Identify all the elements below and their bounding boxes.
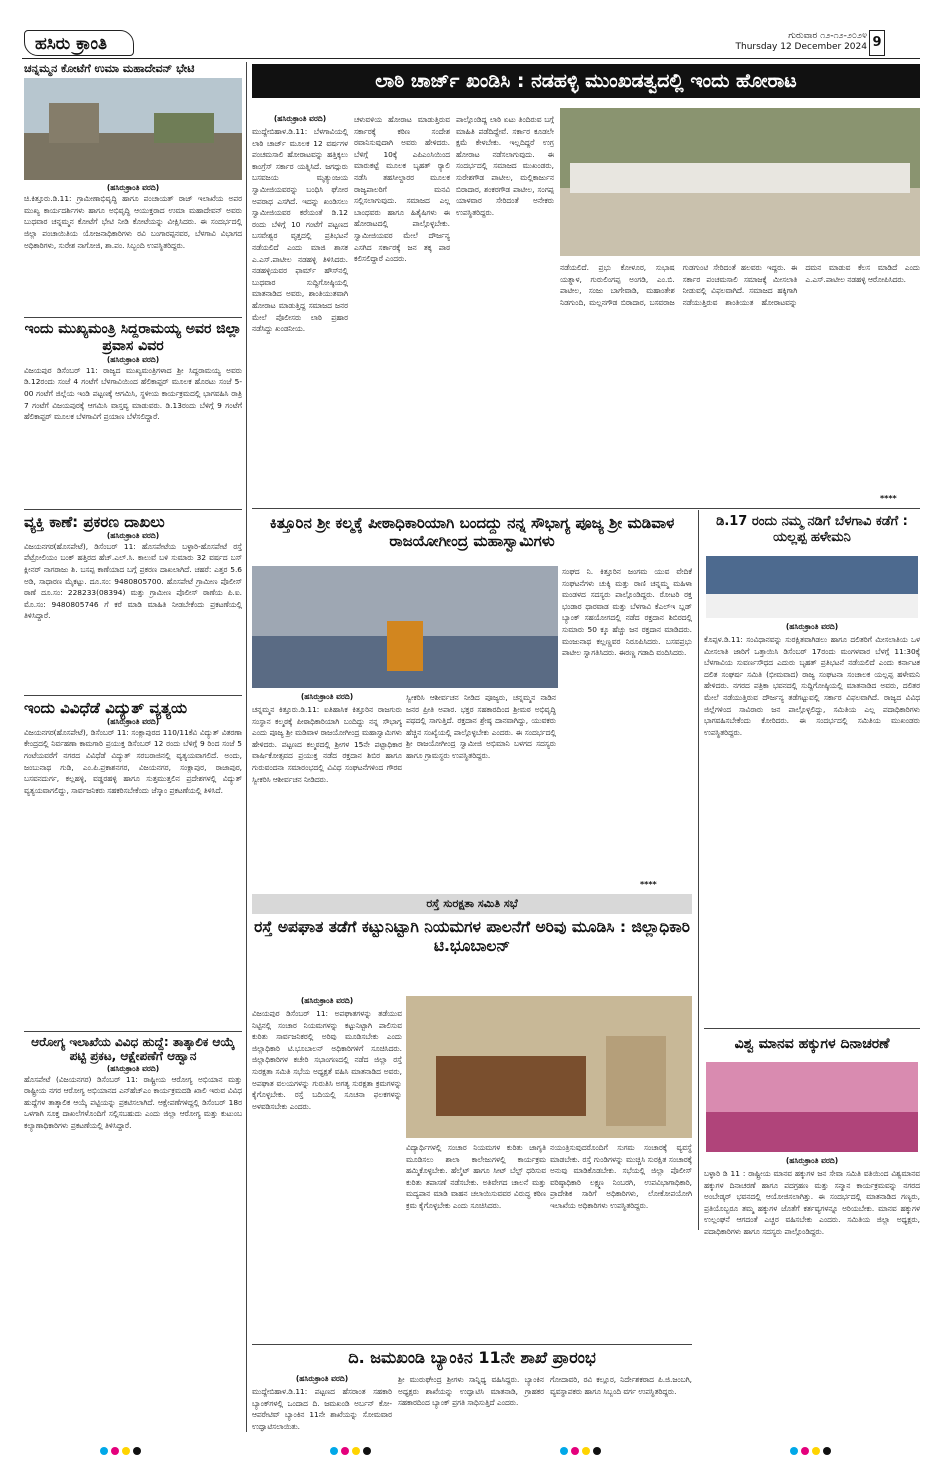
byline: (ಹಸಿರುಕ್ರಾಂತಿ ವರದಿ) bbox=[106, 716, 160, 726]
article-body: ಶ್ರೀ ಮುರುಘೇಂದ್ರ ಶ್ರೀಗಳು ಸಾನ್ನಿಧ್ಯ ವಹಿಸಿದ್ದರು. ಬ್ಯಾಂಕಿನ ಅಧ್ಯಕ್ಷರು ಶಾಖೆಯನ್ನು ಉದ್ಘಾಟಿಸಿ ಮಾತನಾಡಿ, ಗ್ರಾಹಕರ ಸಹಕಾರದಿಂದ ಬ್ಯಾಂಕ್ ಪ್ರಗತಿ ಸಾಧಿಸುತ್ತಿದೆ ಎಂದರು. bbox=[398, 1375, 544, 1408]
byline: (ಹಸಿರುಕ್ರಾಂತಿ ವರದಿ) bbox=[106, 354, 160, 364]
article-body: ವಿಜಯನಗರ(ಹೊಸಪೇಟೆ), ಡಿಸೆಂಬರ್ 11: ಹೊಸಪೇಟೆಯ ಬಳ್ಳಾರಿ-ಹೊಸಪೇಟೆ ರಸ್ತೆ ಪೆಟ್ರೋಲಿಯಂ ಬಂಕ್ ಹತ್ತಿರದ ಹೆಚ್.ಎಲ್.ಸಿ. ಕಾಲುವೆ ಬಳಿ ಸುಮಾರು 32 ವರ್ಷದ ಬಸ್ ಕ್ಲೀನರ್ ನಾಗರಾಜು ಶಿ. ಬಸಪ್ಪ ಕಾಣೆಯಾದ ಬಗ್ಗೆ ಪ್ರಕರಣ ದಾಖಲಾಗಿದೆ. ಚಹರೆ: ಎತ್ತರ 5.6 ಅಡಿ, ಸಾಧಾರಣ ಮೈಕಟ್ಟು. ದೂ.ಸಂ: 9480805700. ಹೊಸಪೇಟೆ ಗ್ರಾಮೀಣ ಪೊಲೀಸ್ ಠಾಣೆ ದೂ.ಸಂ: 228233(08394) ಮತ್ತು ಗ್ರಾಮೀಣ ಪೊಲೀಸ್ ಠಾಣೆಯ ಪಿ.ಐ. ಮೊ.ಸಂ: 9480805746 ಗೆ ಕರೆ ಮಾಡಿ ಮಾಹಿತಿ ನೀಡಬೇಕೆಂದು ಪ್ರಕಟಣೆಯಲ್ಲಿ ತಿಳಿಸಿದ್ದಾರೆ. bbox=[24, 541, 242, 621]
photo-road-safety-meeting bbox=[406, 996, 692, 1138]
column-rule bbox=[698, 510, 699, 1230]
kicker-band: ರಸ್ತೆ ಸುರಕ್ಷತಾ ಸಮಿತಿ ಸಭೆ bbox=[252, 894, 692, 914]
photo-placeholder-icon bbox=[706, 556, 918, 618]
photo-placeholder-icon bbox=[406, 996, 692, 1138]
article-title: ಇಂದು ವಿವಿಧೆಡೆ ವಿದ್ಯುತ್ ವ್ಯತ್ಯಯ bbox=[24, 698, 188, 717]
photo-fort-visit bbox=[24, 78, 242, 180]
article-title: ಚನ್ನಮ್ಮನ ಕೋಟೆಗೆ ಉಮಾ ಮಹಾದೇವನ್ ಭೇಟಿ bbox=[24, 62, 195, 75]
registration-marks bbox=[100, 1440, 144, 1459]
article-title: ರಸ್ತೆ ಅಪಘಾತ ತಡೆಗೆ ಕಟ್ಟುನಿಟ್ಟಾಗಿ ನಿಯಮಗಳ ಪಾಲನೆಗೆ ಅರಿವು ಮೂಡಿಸಿ : ಜಿಲ್ಲಾಧಿಕಾರಿ ಟಿ.ಭೂಬಾಲನ್ bbox=[254, 918, 690, 955]
article-body: ಚಿ.ಕಿತ್ತೂರು.ಡಿ.11: ಗ್ರಾಮೀಣಾಭಿವೃದ್ಧಿ ಹಾಗೂ ಪಂಚಾಯತ್ ರಾಜ್ ಇಲಾಖೆಯ ಅಪರ ಮುಖ್ಯ ಕಾರ್ಯದರ್ಶಿಗಳು ಹಾಗೂ ಅಭಿವೃದ್ಧಿ ಆಯುಕ್ತರಾದ ಉಮಾ ಮಹಾದೇವನ್ ಅವರು ಬುಧವಾರ ಚನ್ನಮ್ಮನ ಕೋಟೆಗೆ ಭೇಟಿ ನೀಡಿ ಕೋಟೆಯನ್ನು ವೀಕ್ಷಿಸಿದರು. ಈ ಸಂದರ್ಭದಲ್ಲಿ ಜಿಲ್ಲಾ ಪಂಚಾಯಿತಿಯ ಯೋಜನಾಧಿಕಾರಿಗಳು ರವಿ ಬಂಗಾರಪ್ಪನವರ, ಬೆಳಗಾವಿ ವಿಭಾಗದ ಅಧಿಕಾರಿಗಳು, ಸುರೇಶ ನಾಗೋಜಿ, ಶಾ.ಪಂ. ಸಿಬ್ಬಂದಿ ಉಪಸ್ಥಿತರಿದ್ದರು. bbox=[24, 194, 242, 250]
article-body: ಹೊಸಪೇಟೆ (ವಿಜಯನಗರ) ಡಿಸೆಂಬರ್ 11: ರಾಷ್ಟ್ರೀಯ ಆರೋಗ್ಯ ಅಭಿಯಾನ ಮತ್ತು ರಾಷ್ಟ್ರೀಯ ನಗರ ಆರೋಗ್ಯ ಅಭಿಯಾನದ ಎನ್‍ಹೆಚ್‍ಎಂ ಕಾರ್ಯಕ್ರಮದಡಿ ಖಾಲಿ ಇರುವ ವಿವಿಧ ಹುದ್ದೆಗಳ ತಾತ್ಕಾಲಿಕ ಆಯ್ಕೆ ಪಟ್ಟಿಯನ್ನು ಪ್ರಕಟಿಸಲಾಗಿದೆ. ಆಕ್ಷೇಪಣೆಗಳಿದ್ದಲ್ಲಿ ಡಿಸೆಂಬರ್ 18ರ ಒಳಗಾಗಿ ಸೂಕ್ತ ದಾಖಲೆಗಳೊಂದಿಗೆ ಸಲ್ಲಿಸಬಹುದು ಎಂದು ಜಿಲ್ಲಾ ಆರೋಗ್ಯ ಮತ್ತು ಕುಟುಂಬ ಕಲ್ಯಾಣಾಧಿಕಾರಿಗಳು ಪ್ರಕಟಣೆಯಲ್ಲಿ ತಿಳಿಸಿದ್ದಾರೆ. bbox=[24, 1074, 242, 1130]
photo-press-meet bbox=[560, 108, 920, 256]
column-rule bbox=[246, 62, 247, 1432]
article-title: ದಿ. ಜಮಖಂಡಿ ಬ್ಯಾಂಕಿನ 11ನೇ ಶಾಖೆ ಪ್ರಾರಂಭ bbox=[348, 1348, 596, 1367]
registration-marks bbox=[560, 1440, 604, 1459]
article-body: ವಿದ್ಯಾರ್ಥಿಗಳಲ್ಲಿ ಸಂಚಾರ ನಿಯಮಗಳ ಕುರಿತು ಜಾಗೃತಿ ಮೂಡಿಸಲು ಶಾಲಾ ಕಾಲೇಜುಗಳಲ್ಲಿ ಕಾರ್ಯಕ್ರಮ ಹಮ್ಮಿಕೊಳ್ಳಬೇಕು. ಹೆಲ್ಮೆಟ್ ಹಾಗೂ ಸೀಟ್ ಬೆಲ್ಟ್ ಧರಿಸುವ ಕುರಿತು ತಪಾಸಣೆ ನಡೆಸಬೇಕು. ಅತಿವೇಗದ ಚಾಲನೆ ಮತ್ತು ಮದ್ಯಪಾನ ಮಾಡಿ ವಾಹನ ಚಲಾಯಿಸುವವರ ವಿರುದ್ಧ ಕಠಿಣ ಕ್ರಮ ಕೈಗೊಳ್ಳಬೇಕು ಎಂದು ಸೂಚಿಸಿದರು. bbox=[406, 1143, 546, 1210]
photo-placeholder-icon bbox=[252, 566, 558, 688]
article-body: ಸ್ವೀಕರಿಸಿ ಆಶೀರ್ವಚನ ನೀಡಿದ ಪೂಜ್ಯರು, ಚನ್ನಮ್ಮನ ನಾಡಿನ ಜನರ ಪ್ರೀತಿ ಅಪಾರ. ಭಕ್ತರ ಸಹಕಾರದಿಂದ ಶ್ರೀಮಠ ಅಭಿವೃದ್ಧಿ ಪಥದಲ್ಲಿ ಸಾಗುತ್ತಿದೆ. ರಕ್ತದಾನ ಶ್ರೇಷ್ಠ ದಾನವಾಗಿದ್ದು, ಯುವಕರು ಹೆಚ್ಚಿನ ಸಂಖ್ಯೆಯಲ್ಲಿ ಪಾಲ್ಗೊಳ್ಳಬೇಕು ಎಂದರು. ಈ ಸಂದರ್ಭದಲ್ಲಿ ಶ್ರೀ ರಾಜಯೋಗೀಂದ್ರ ಸ್ವಾಮೀಜಿ ಅಭಿಮಾನಿ ಬಳಗದ ಸದಸ್ಯರು ಹಾಗೂ ಗ್ರಾಮಸ್ಥರು ಉಪಸ್ಥಿತರಿದ್ದರು. bbox=[406, 693, 556, 760]
byline: (ಹಸಿರುಕ್ರಾಂತಿ ವರದಿ) bbox=[785, 1156, 839, 1165]
article-body: ಬಳ್ಳಾರಿ ಡಿ 11 : ರಾಷ್ಟ್ರೀಯ ಮಾನವ ಹಕ್ಕುಗಳ ಜನ ಸೇವಾ ಸಮಿತಿ ವತಿಯಿಂದ ವಿಶ್ವಮಾನವ ಹಕ್ಕುಗಳ ದಿನಾಚರಣೆ ಹಾಗೂ ಪದಗ್ರಹಣ ಮತ್ತು ಸನ್ಮಾನ ಕಾರ್ಯಕ್ರಮವನ್ನು ನಗರದ ಅಂಬೇಡ್ಕರ್ ಭವನದಲ್ಲಿ ಆಯೋಜಿಸಲಾಗಿತ್ತು. ಈ ಸಂದರ್ಭದಲ್ಲಿ ಮಾತನಾಡಿದ ಗಣ್ಯರು, ಪ್ರತಿಯೊಬ್ಬರೂ ತಮ್ಮ ಹಕ್ಕುಗಳ ಜೊತೆಗೆ ಕರ್ತವ್ಯಗಳನ್ನೂ ಅರಿಯಬೇಕು. ಮಾನವ ಹಕ್ಕುಗಳ ಉಲ್ಲಂಘನೆ ಆಗದಂತೆ ಎಚ್ಚರ ವಹಿಸಬೇಕು ಎಂದರು. ಸಮಿತಿಯ ಜಿಲ್ಲಾ ಅಧ್ಯಕ್ಷರು, ಪದಾಧಿಕಾರಿಗಳು ಹಾಗೂ ಸದಸ್ಯರು ಪಾಲ್ಗೊಂಡಿದ್ದರು. bbox=[704, 1169, 920, 1236]
article-body: ಚಳುವಳಿಯ ಹೋರಾಟ ಮಾಡುತ್ತಿರುವ ಸರ್ಕಾರಕ್ಕೆ ಕಠಿಣ ಸಂದೇಶ ರವಾನಿಸುವುದಾಗಿ ಅವರು ಹೇಳಿದರು. ಬೆಳಿಗ್ಗೆ 10ಕ್ಕೆ ಎಪಿಎಂಸಿಯಿಂದ ಮಾರುಕಟ್ಟೆ ಮೂಲಕ ಬೃಹತ್ ರ‍್ಯಾಲಿ ನಡೆಸಿ ತಹಸೀಲ್ದಾರರ ಮೂಲಕ ರಾಜ್ಯಪಾಲರಿಗೆ ಮನವಿ ಸಲ್ಲಿಸಲಾಗುವುದು. ಸಮಾಜದ ಎಲ್ಲ ಬಾಂಧವರು ಹಾಗೂ ಹಿತೈಷಿಗಳು ಈ ಹೋರಾಟದಲ್ಲಿ ಪಾಲ್ಗೊಳ್ಳಬೇಕು. ಸ್ವಾಮೀಜಿಯವರ ಮೇಲೆ ದೌರ್ಜನ್ಯ ಎಸಗಿದ ಸರ್ಕಾರಕ್ಕೆ ಜನ ತಕ್ಕ ಪಾಠ ಕಲಿಸಲಿದ್ದಾರೆ ಎಂದರು. bbox=[354, 115, 450, 264]
article-body: ಗೋದಾವರಿ, ರವಿ ಕಲ್ಲೂರ, ನಿರ್ದೇಶಕರಾದ ಪಿ.ಜಿ.ಜಂಬಗಿ, ವ್ಯವಸ್ಥಾಪಕರು ಹಾಗೂ ಸಿಬ್ಬಂದಿ ವರ್ಗ ಉಪಸ್ಥಿತರಿದ್ದರು. bbox=[550, 1375, 692, 1396]
byline: (ಹಸಿರುಕ್ರಾಂತಿ ವರದಿ) bbox=[106, 530, 160, 540]
article-body: ನಡೆಯಲಿದೆ. ಪ್ರಭು ಕೋಳೂರ, ಸುಭಾಷ ಯತ್ನಾಳ, ಗುರುಲಿಂಗಪ್ಪ ಅಂಗಡಿ, ಎಂ.ಬಿ. ಪಾಟೀಲ, ಸಂಜು ಬಾಗೇವಾಡಿ, ಮಹಾಂತೇಶ ನಿಡಗುಂದಿ, ಮಲ್ಲನಗೌಡ ಬಿರಾದಾರ, ಬಸವರಾಜ ಗುಡಗುಂಟಿ ಸೇರಿದಂತೆ ಹಲವರು ಇದ್ದರು. ಈ ಸರ್ಕಾರ ಪಂಚಮಸಾಲಿ ಸಮಾಜಕ್ಕೆ ಮೀಸಲಾತಿ ನೀಡುವಲ್ಲಿ ವಿಫಲವಾಗಿದೆ. ಸಮಾಜದ ಹಕ್ಕಿಗಾಗಿ ನಡೆಯುತ್ತಿರುವ ಶಾಂತಿಯುತ ಹೋರಾಟವನ್ನು ದಮನ ಮಾಡುವ ಕೆಲಸ ಮಾಡಿದೆ ಎಂದು ಎ.ಎಸ್.ಪಾಟೀಲ ನಡಹಳ್ಳಿ ಆರೋಪಿಸಿದರು. bbox=[560, 263, 920, 307]
article-title: ಆರೋಗ್ಯ ಇಲಾಖೆಯ ವಿವಿಧ ಹುದ್ದೆ: ತಾತ್ಕಾಲಿಕ ಆಯ್ಕೆ ಪಟ್ಟಿ ಪ್ರಕಟ, ಆಕ್ಷೇಪಣೆಗೆ ಆಹ್ವಾನ bbox=[31, 1034, 235, 1064]
byline: (ಹಸಿರುಕ್ರಾಂತಿ ವರದಿ) bbox=[300, 692, 354, 701]
article-body: ಕೊಪ್ಪಳ.ಡಿ.11: ಸಂವಿಧಾನವನ್ನು ಸುರಕ್ಷಿತವಾಗಿಡಲು ಹಾಗೂ ದಲಿತರಿಗೆ ಮೀಸಲಾತಿಯ ಒಳ ಮೀಸಲಾತಿ ಜಾರಿಗೆ ಒತ್ತಾಯಿಸಿ ಡಿಸೆಂಬರ್ 17ರಂದು ಮಂಗಳವಾರ ಬೆಳಗ್ಗೆ 11:30ಕ್ಕೆ ಬೆಳಗಾವಿಯ ಸುವರ್ಣಸೌಧದ ಎದುರು ಬೃಹತ್ ಪ್ರತಿಭಟನೆ ನಡೆಯಲಿದೆ ಎಂದು ಕರ್ನಾಟಕ ದಲಿತ ಸಂಘರ್ಷ ಸಮಿತಿ (ಭೀಮವಾದ) ರಾಜ್ಯ ಸಂಘಟನಾ ಸಂಚಾಲಕ ಯಲ್ಲಪ್ಪ ಹಳೇಮನಿ ಹೇಳಿದರು. ನಗರದ ಪತ್ರಿಕಾ ಭವನದಲ್ಲಿ ಸುದ್ದಿಗೋಷ್ಠಿಯಲ್ಲಿ ಮಾತನಾಡಿದ ಅವರು, ದಲಿತರ ಮೇಲೆ ನಡೆಯುತ್ತಿರುವ ದೌರ್ಜನ್ಯ ತಡೆಗಟ್ಟುವಲ್ಲಿ ಸರ್ಕಾರ ವಿಫಲವಾಗಿದೆ. ರಾಜ್ಯದ ವಿವಿಧ ಜಿಲ್ಲೆಗಳಿಂದ ಸಾವಿರಾರು ಜನ ಪಾಲ್ಗೊಳ್ಳಲಿದ್ದು, ಸಮಿತಿಯ ಎಲ್ಲ ಪದಾಧಿಕಾರಿಗಳು ಭಾಗವಹಿಸಬೇಕೆಂದು ಕೋರಿದರು. ಈ ಸಂದರ್ಭದಲ್ಲಿ ಸಮಿತಿಯ ಮುಖಂಡರು ಉಪಸ್ಥಿತರಿದ್ದರು. bbox=[704, 635, 920, 737]
article-body: ಸಂಘದ ನಿ. ಕಿತ್ತೂರಿನ ಜಂಗಮ ಯುವ ವೇದಿಕೆ ಸಂಘಟನೆಗಳು ಚುಕ್ಕಿ ಮತ್ತು ರಾಣಿ ಚನ್ನಮ್ಮ ಮಹಿಳಾ ಮಂಡಳದ ಸದಸ್ಯರು ಪಾಲ್ಗೊಂಡಿದ್ದರು. ರೋಟರಿ ರಕ್ತ ಭಂಡಾರ ಧಾರವಾಡ ಮತ್ತು ಬೆಳಗಾವಿ ಕೆಎಲ್‍ಇ ಬ್ಲಡ್ ಬ್ಯಾಂಕ್ ಸಹಯೋಗದಲ್ಲಿ ನಡೆದ ರಕ್ತದಾನ ಶಿಬಿರದಲ್ಲಿ ಸುಮಾರು 50 ಕ್ಕೂ ಹೆಚ್ಚು ಜನ ರಕ್ತದಾನ ಮಾಡಿದರು. ಮಂಜುನಾಥ ಕಲ್ಲಣ್ಣವರ ನಿರೂಪಿಸಿದರು. ಬಸವಪ್ರಭು ಪಾಟೀಲ ಸ್ವಾಗತಿಸಿದರು. ಈರಣ್ಣ ಗಡಾದಿ ವಂದಿಸಿದರು. bbox=[562, 567, 692, 658]
article-body: ಮುದ್ದೇಬಿಹಾಳ.ಡಿ.11: ಬೆಳಗಾವಿಯಲ್ಲಿ ಲಾಠಿ ಚಾರ್ಜ್ ಮೂಲಕ 12 ವರ್ಷಗಳ ಪಂಚಮಸಾಲಿ ಹೋರಾಟವನ್ನು ಹತ್ತಿಕ್ಕಲು ಕಾಂಗ್ರೆಸ್ ಸರ್ಕಾರ ಯತ್ನಿಸಿದೆ. ಜಗದ್ಗುರು ಬಸವಜಯ ಮೃತ್ಯುಂಜಯ ಸ್ವಾಮೀಜಿಯವರನ್ನು ಬಂಧಿಸಿ ಘೋರ ಅಪರಾಧ ಎಸಗಿದೆ. ಇದನ್ನು ಖಂಡಿಸಲು ಸ್ವಾಮೀಜಿಯವರ ಕರೆಯಂತೆ ಡಿ.12 ರಂದು ಬೆಳಿಗ್ಗೆ 10 ಗಂಟೆಗೆ ಪಟ್ಟಣದ ಬಸವೇಶ್ವರ ವೃತ್ತದಲ್ಲಿ ಪ್ರತಿಭಟನೆ ನಡೆಯಲಿದೆ ಎಂದು ಮಾಜಿ ಶಾಸಕ ಎ.ಎಸ್.ಪಾಟೀಲ ನಡಹಳ್ಳಿ ತಿಳಿಸಿದರು. ನಡಹಳ್ಳಿಯವರ ಫಾರ್ಮ್ ಹೌಸ್‍ನಲ್ಲಿ ಬುಧವಾರ ಸುದ್ದಿಗೋಷ್ಠಿಯಲ್ಲಿ ಮಾತನಾಡಿದ ಅವರು, ಶಾಂತಿಯುತವಾಗಿ ಹೋರಾಟ ಮಾಡುತ್ತಿದ್ದ ಸಮಾಜದ ಜನರ ಮೇಲೆ ಪೊಲೀಸರು ಲಾಠಿ ಪ್ರಹಾರ ನಡೆಸಿದ್ದು ಖಂಡನೀಯ. bbox=[252, 127, 348, 334]
byline: (ಹಸಿರುಕ್ರಾಂತಿ ವರದಿ) bbox=[785, 622, 839, 631]
end-mark: **** bbox=[640, 880, 657, 889]
article-title: ಡಿ.17 ರಂದು ನಮ್ಮ ನಡಿಗೆ ಬೆಳಗಾವಿ ಕಡೆಗೆ : ಯಲ್ಲಪ್ಪ ಹಳೇಮನಿ bbox=[716, 514, 908, 545]
left-column bbox=[24, 62, 242, 1264]
byline: (ಹಸಿರುಕ್ರಾಂತಿ ವರದಿ) bbox=[106, 183, 160, 193]
article-title: ಇಂದು ಮುಖ್ಯಮಂತ್ರಿ ಸಿದ್ದರಾಮಯ್ಯ ಅವರ ಜಿಲ್ಲಾ ಪ್ರವಾಸ ವಿವರ bbox=[24, 321, 242, 354]
photo-placeholder-icon bbox=[706, 1062, 918, 1152]
article-body: ವಿಜಯಪುರ ಡಿಸೆಂಬರ್ 11: ಅಪಘಾತಗಳನ್ನು ತಡೆಯುವ ನಿಟ್ಟಿನಲ್ಲಿ ಸಂಚಾರ ನಿಯಮಗಳನ್ನು ಕಟ್ಟುನಿಟ್ಟಾಗಿ ಪಾಲಿಸುವ ಕುರಿತು ಸಾರ್ವಜನಿಕರಲ್ಲಿ ಅರಿವು ಮೂಡಿಸಬೇಕು ಎಂದು ಜಿಲ್ಲಾಧಿಕಾರಿ ಟಿ.ಭೂಬಾಲನ್ ಅಧಿಕಾರಿಗಳಿಗೆ ಸೂಚಿಸಿದರು. ಜಿಲ್ಲಾಧಿಕಾರಿಗಳ ಕಚೇರಿ ಸಭಾಂಗಣದಲ್ಲಿ ನಡೆದ ಜಿಲ್ಲಾ ರಸ್ತೆ ಸುರಕ್ಷತಾ ಸಮಿತಿ ಸಭೆಯ ಅಧ್ಯಕ್ಷತೆ ವಹಿಸಿ ಮಾತನಾಡಿದ ಅವರು, ಅಪಘಾತ ವಲಯಗಳನ್ನು ಗುರುತಿಸಿ ಅಗತ್ಯ ಸುರಕ್ಷತಾ ಕ್ರಮಗಳನ್ನು ಕೈಗೊಳ್ಳಬೇಕು. ರಸ್ತೆ ಬದಿಯಲ್ಲಿ ಸೂಚನಾ ಫಲಕಗಳನ್ನು ಅಳವಡಿಸಬೇಕು ಎಂದರು. bbox=[252, 1009, 402, 1111]
date-english: Thursday 12 December 2024 bbox=[735, 42, 867, 52]
photo-placeholder-icon bbox=[24, 78, 242, 180]
photo-kalmath-event bbox=[252, 566, 558, 688]
article-body: ಮುದ್ದೇಬಿಹಾಳ.ಡಿ.11: ಪಟ್ಟಣದ ಹೆಸರಾಂತ ಸಹಕಾರಿ ಬ್ಯಾಂಕ್‍ಗಳಲ್ಲಿ ಒಂದಾದ ದಿ. ಜಮಖಂಡಿ ಅರ್ಬನ್ ಕೋ-ಆಪರೇಟಿವ್ ಬ್ಯಾಂಕಿನ 11ನೇ ಶಾಖೆಯನ್ನು ಸೋಮವಾರ ಉದ್ಘಾಟಿಸಲಾಯಿತು. bbox=[252, 1387, 392, 1431]
photo-press-conference bbox=[706, 556, 918, 618]
article-body: ಚನ್ನಮ್ಮನ ಕಿತ್ತೂರು.ಡಿ.11: ಐತಿಹಾಸಿಕ ಕಿತ್ತೂರಿನ ರಾಜಗುರು ಸಂಸ್ಥಾನ ಕಲ್ಮಠಕ್ಕೆ ಪೀಠಾಧಿಕಾರಿಯಾಗಿ ಬಂದಿದ್ದು ನನ್ನ ಸೌಭಾಗ್ಯ ಎಂದು ಪೂಜ್ಯ ಶ್ರೀ ಮಡಿವಾಳ ರಾಜಯೋಗೀಂದ್ರ ಮಹಾಸ್ವಾಮಿಗಳು ಹೇಳಿದರು. ಪಟ್ಟಣದ ಕಲ್ಮಠದಲ್ಲಿ ಶ್ರೀಗಳ 15ನೇ ಪಟ್ಟಾಧಿಕಾರ ವಾರ್ಷಿಕೋತ್ಸವದ ಪ್ರಯುಕ್ತ ನಡೆದ ರಕ್ತದಾನ ಶಿಬಿರ ಹಾಗೂ ಗುರುವಂದನಾ ಸಮಾರಂಭದಲ್ಲಿ ವಿವಿಧ ಸಂಘಟನೆಗಳಿಂದ ಗೌರವ ಸ್ವೀಕರಿಸಿ ಆಶೀರ್ವಚನ ನೀಡಿದರು. bbox=[252, 705, 402, 784]
date-kannada: ಗುರುವಾರ ೧೨-೧೨-೨೦೨೪ bbox=[788, 31, 867, 41]
photo-human-rights-day bbox=[706, 1062, 918, 1152]
newspaper-logo: ಹಸಿರು ಕ್ರಾಂತಿ bbox=[24, 30, 134, 56]
article-title: ವ್ಯಕ್ತಿ ಕಾಣೆ: ಪ್ರಕರಣ ದಾಖಲು bbox=[24, 512, 165, 531]
article-body: ಪಾಲ್ಗೊಂಡಿದ್ದ ಲಾಠಿ ಏಟು ತಿಂದಿರುವ ಬಗ್ಗೆ ಮಾಹಿತಿ ಪಡೆದಿದ್ದೇವೆ. ಸರ್ಕಾರ ಕೂಡಲೇ ಕ್ಷಮೆ ಕೇಳಬೇಕು. ಇಲ್ಲದಿದ್ದರೆ ಉಗ್ರ ಹೋರಾಟ ನಡೆಸಲಾಗುವುದು. ಈ ಸಂದರ್ಭದಲ್ಲಿ ಸಮಾಜದ ಮುಖಂಡರು, ಸುರೇಶಗೌಡ ಪಾಟೀಲ, ಮಲ್ಲಿಕಾರ್ಜುನ ಬಿರಾದಾರ, ಶಂಕರಗೌಡ ಪಾಟೀಲ, ಸಂಗಪ್ಪ ಯಾಳವಾರ ಸೇರಿದಂತೆ ಅನೇಕರು ಉಪಸ್ಥಿತರಿದ್ದರು. bbox=[456, 115, 554, 217]
registration-marks bbox=[330, 1440, 374, 1459]
byline: (ಹಸಿರುಕ್ರಾಂತಿ ವರದಿ) bbox=[106, 1063, 160, 1073]
article-body: ವಿಜಯಪುರ ಡಿಸೆಂಬರ್ 11: ರಾಜ್ಯದ ಮುಖ್ಯಮಂತ್ರಿಗಳಾದ ಶ್ರೀ ಸಿದ್ದರಾಮಯ್ಯ ಅವರು ಡಿ.12ರಂದು ಸಂಜೆ 4 ಗಂಟೆಗೆ ಬೆಳಗಾವಿಯಿಂದ ಹೆಲಿಕಾಪ್ಟರ್ ಮೂಲಕ ಹೊರಟು ಸಂಜೆ 5-00 ಗಂಟೆಗೆ ಜಿಲ್ಲೆಯ ಇಂಡಿ ಪಟ್ಟಣಕ್ಕೆ ಆಗಮಿಸಿ, ಸ್ಥಳೀಯ ಕಾರ್ಯಕ್ರಮದಲ್ಲಿ ಭಾಗವಹಿಸಿ ರಾತ್ರಿ 7 ಗಂಟೆಗೆ ವಿಜಯಪುರಕ್ಕೆ ಆಗಮಿಸಿ ವಾಸ್ತವ್ಯ ಮಾಡುವರು. ಡಿ.13ರಂದು ಬೆಳಿಗ್ಗೆ 9 ಗಂಟೆಗೆ ಹೆಲಿಕಾಪ್ಟರ್ ಮೂಲಕ ಬೆಳಗಾವಿಗೆ ಪ್ರಯಾಣ ಬೆಳೆಸಲಿದ್ದಾರೆ. bbox=[24, 365, 242, 422]
byline: (ಹಸಿರುಕ್ರಾಂತಿ ವರದಿ) bbox=[300, 996, 354, 1005]
issue-date bbox=[736, 31, 867, 53]
article-body: ವಿಜಯನಗರ(ಹೊಸಪೇಟೆ), ಡಿಸೆಂಬರ್ 11: ಸಂಕ್ಲಾಪುರದ 110/11ಕೆವಿ ವಿದ್ಯುತ್ ವಿತರಣಾ ಕೇಂದ್ರದಲ್ಲಿ ನಿರ್ವಹಣಾ ಕಾಮಗಾರಿ ಪ್ರಯುಕ್ತ ಡಿಸೆಂಬರ್ 12 ರಂದು ಬೆಳಿಗ್ಗೆ 9 ರಿಂದ ಸಂಜೆ 5 ಗಂಟೆಯವರೆಗೆ ನಗರದ ವಿವಿಧೆಡೆ ವಿದ್ಯುತ್ ಸರಬರಾಜಿನಲ್ಲಿ ವ್ಯತ್ಯಯವಾಗಲಿದೆ. ಅಂದು, ಜಂಬುನಾಥ ಗುಡಿ, ಎಂ.ಪಿ.ಪ್ರಕಾಶನಗರ, ವಿಜಯನಗರ, ಸಂಕ್ಲಾಪುರ, ರಾಜಾಪುರ, ಬಸವನದುರ್ಗ, ಕಲ್ಲಹಳ್ಳಿ, ವಡ್ಡರಹಳ್ಳಿ ಹಾಗೂ ಸುತ್ತಮುತ್ತಲಿನ ಪ್ರದೇಶಗಳಲ್ಲಿ ವಿದ್ಯುತ್ ವ್ಯತ್ಯಯವಾಗಲಿದ್ದು, ಸಾರ್ವಜನಿಕರು ಸಹಕರಿಸಬೇಕೆಂದು ಜೆಸ್ಕಾಂ ಪ್ರಕಟಣೆಯಲ್ಲಿ ತಿಳಿಸಿದೆ. bbox=[24, 727, 242, 795]
registration-marks bbox=[790, 1440, 834, 1459]
end-mark: **** bbox=[880, 494, 897, 503]
article-title: ವಿಶ್ವ ಮಾನವ ಹಕ್ಕುಗಳ ದಿನಾಚರಣೆ bbox=[734, 1036, 890, 1052]
page-number: 9 bbox=[869, 30, 885, 56]
article-title: ಕಿತ್ತೂರಿನ ಶ್ರೀ ಕಲ್ಮಕ್ಕೆ ಪೀಠಾಧಿಕಾರಿಯಾಗಿ ಬಂದದ್ದು ನನ್ನ ಸೌಭಾಗ್ಯ ಪೂಜ್ಯ ಶ್ರೀ ಮಡಿವಾಳ ರಾಜಯೋಗೀಂದ್ರ ಮಹಾಸ್ವಾಮಿಗಳು bbox=[269, 514, 675, 550]
article-body: ನಯಂತ್ರಿಸುವುದರೊಂದಿಗೆ ಸುಗಮ ಸಂಚಾರಕ್ಕೆ ವ್ಯವಸ್ಥೆ ಮಾಡಬೇಕು. ರಸ್ತೆ ಗುಂಡಿಗಳನ್ನು ಮುಚ್ಚಿಸಿ ಸುರಕ್ಷಿತ ಸಂಚಾರಕ್ಕೆ ಅನುವು ಮಾಡಿಕೊಡಬೇಕು. ಸಭೆಯಲ್ಲಿ ಜಿಲ್ಲಾ ಪೊಲೀಸ್ ವರಿಷ್ಠಾಧಿಕಾರಿ ಲಕ್ಷ್ಮಣ ನಿಂಬರಗಿ, ಉಪವಿಭಾಗಾಧಿಕಾರಿ, ಪ್ರಾದೇಶಿಕ ಸಾರಿಗೆ ಅಧಿಕಾರಿಗಳು, ಲೋಕೋಪಯೋಗಿ ಇಲಾಖೆಯ ಅಧಿಕಾರಿಗಳು ಉಪಸ್ಥಿತರಿದ್ದರು. bbox=[550, 1143, 692, 1210]
byline: (ಹಸಿರುಕ್ರಾಂತಿ ವರದಿ) bbox=[273, 114, 327, 123]
byline: (ಹಸಿರುಕ್ರಾಂತಿ ವರದಿ) bbox=[295, 1374, 349, 1383]
photo-placeholder-icon bbox=[560, 108, 920, 256]
lead-headline-banner: ಲಾಠಿ ಚಾರ್ಜ್ ಖಂಡಿಸಿ : ನಡಹಳ್ಳಿ ಮುಂಖಡತ್ವದಲ್ಲಿ ಇಂದು ಹೋರಾಟ bbox=[252, 64, 920, 98]
